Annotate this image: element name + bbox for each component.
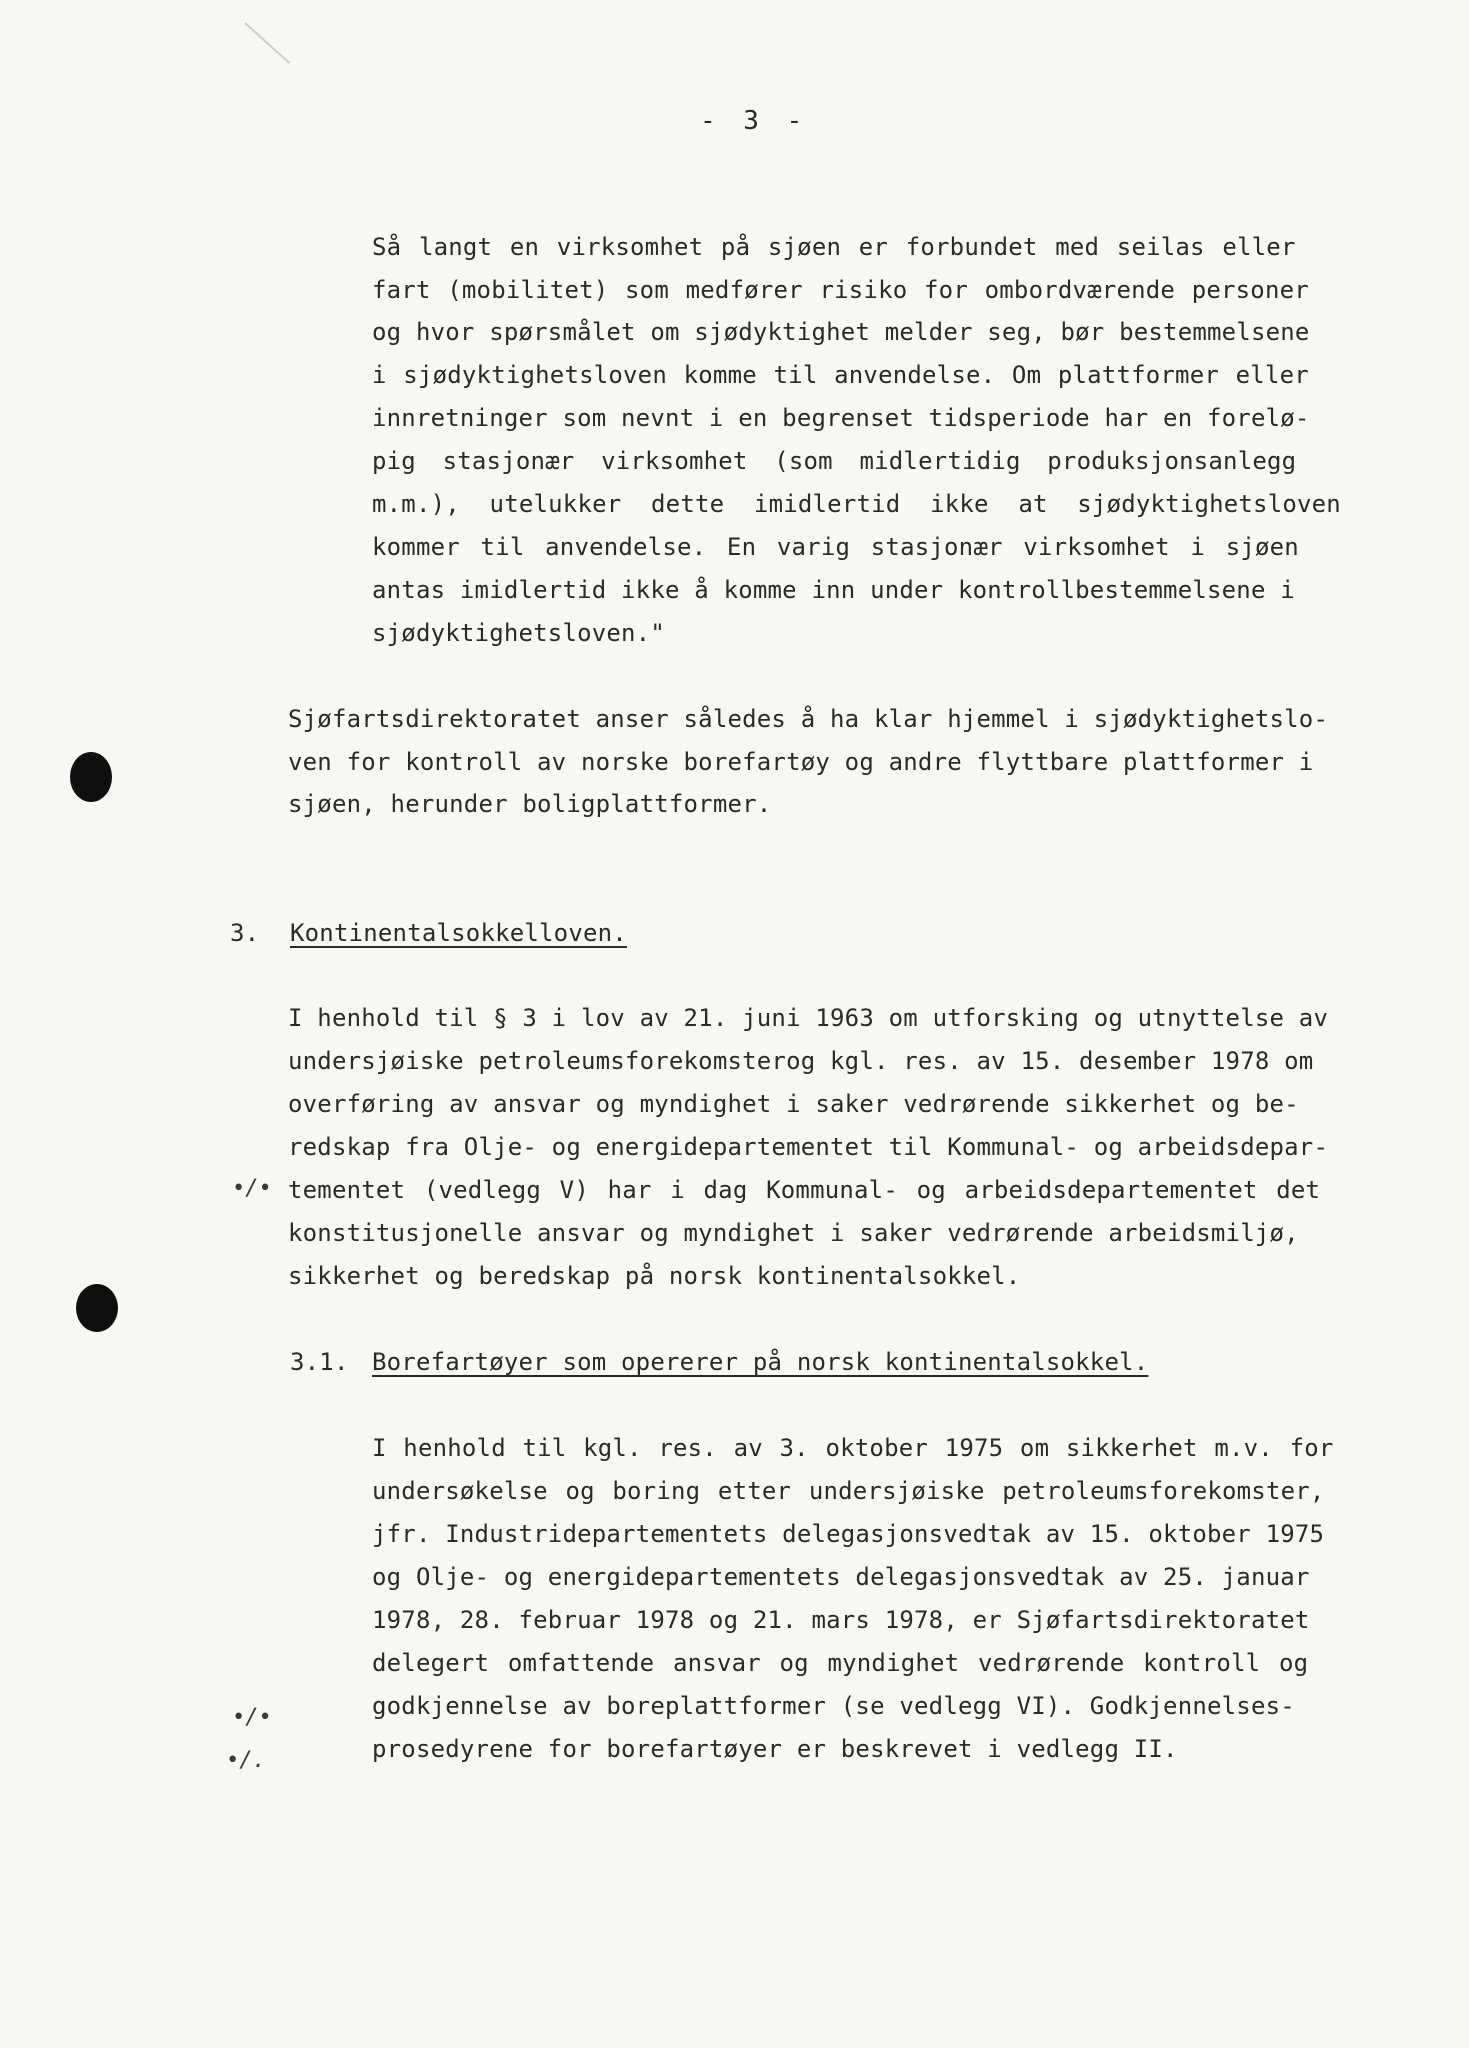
margin-mark: •/• — [232, 1176, 272, 1201]
paragraph-line: undersøkelse og boring etter undersjøiske petroleumsforekomster, — [372, 1477, 1325, 1505]
quote-line: kommer til anvendelse. En varig stasjonær virksomhet i sjøen — [372, 533, 1299, 561]
paragraph-line: I henhold til § 3 i lov av 21. juni 1963 om utforsking og utnyttelse av — [288, 1004, 1329, 1032]
paragraph-line: 1978, 28. februar 1978 og 21. mars 1978, er Sjøfartsdirektoratet — [372, 1606, 1310, 1634]
paragraph-line: godkjennelse av boreplattformer (se vedlegg VI). Godkjennelses- — [372, 1692, 1295, 1720]
quote-line: pig stasjonær virksomhet (som midlertidig produksjonsanlegg — [372, 447, 1297, 475]
quote-line: og hvor spørsmålet om sjødyktighet melder seg, bør bestemmelsene — [372, 318, 1310, 346]
quote-line: fart (mobilitet) som medfører risiko for ombordværende personer — [372, 276, 1309, 304]
paragraph-line: sikkerhet og beredskap på norsk kontinentalsokkel. — [288, 1262, 1021, 1290]
quote-line: antas imidlertid ikke å komme inn under kontrollbestemmelsene i — [372, 576, 1295, 604]
paper-crease — [244, 22, 290, 64]
paragraph-line: prosedyrene for borefartøyer er beskrevet i vedlegg II. — [372, 1735, 1178, 1763]
section-title: Borefartøyer som opererer på norsk kontinentalsokkel. — [372, 1348, 1149, 1376]
quote-line: sjødyktighetsloven." — [372, 619, 665, 647]
paragraph-line: sjøen, herunder boligplattformer. — [288, 790, 772, 818]
punch-hole — [70, 752, 112, 802]
paragraph-line: ven for kontroll av norske borefartøy og andre flyttbare plattformer i — [288, 748, 1314, 776]
section-number: 3. — [230, 919, 260, 947]
paragraph-line: konstitusjonelle ansvar og myndighet i saker vedrørende arbeidsmiljø, — [288, 1219, 1299, 1247]
section-number: 3.1. — [290, 1348, 349, 1376]
paragraph-line: Sjøfartsdirektoratet anser således å ha klar hjemmel i sjødyktighetslo- — [288, 705, 1329, 733]
section-title: Kontinentalsokkelloven. — [290, 919, 627, 947]
paragraph-line: overføring av ansvar og myndighet i saker vedrørende sikkerhet og be- — [288, 1090, 1299, 1118]
quote-line: m.m.), utelukker dette imidlertid ikke at sjødyktighetsloven — [372, 490, 1341, 518]
paragraph-line: og Olje- og energidepartementets delegasjonsvedtak av 25. januar — [372, 1563, 1310, 1591]
paragraph-line: delegert omfattende ansvar og myndighet vedrørende kontroll og — [372, 1649, 1309, 1677]
margin-mark: •/• — [232, 1705, 272, 1730]
quote-line: innretninger som nevnt i en begrenset tidsperiode har en forelø- — [372, 404, 1310, 432]
paragraph-line: I henhold til kgl. res. av 3. oktober 1975 om sikkerhet m.v. for — [372, 1434, 1334, 1462]
page-number: - 3 - — [700, 106, 809, 136]
paragraph-line: jfr. Industridepartementets delegasjonsvedtak av 15. oktober 1975 — [372, 1520, 1325, 1548]
paragraph-line: redskap fra Olje- og energidepartementet til Kommunal- og arbeidsdepar- — [288, 1133, 1329, 1161]
margin-mark: •/. — [226, 1748, 266, 1773]
punch-hole — [76, 1284, 118, 1332]
quote-line: Så langt en virksomhet på sjøen er forbundet med seilas eller — [372, 233, 1296, 261]
paragraph-line: undersjøiske petroleumsforekomsterog kgl. res. av 15. desember 1978 om — [288, 1047, 1314, 1075]
quote-line: i sjødyktighetsloven komme til anvendelse. Om plattformer eller — [372, 361, 1309, 389]
paragraph-line: tementet (vedlegg V) har i dag Kommunal- og arbeidsdepartementet det — [288, 1176, 1321, 1204]
